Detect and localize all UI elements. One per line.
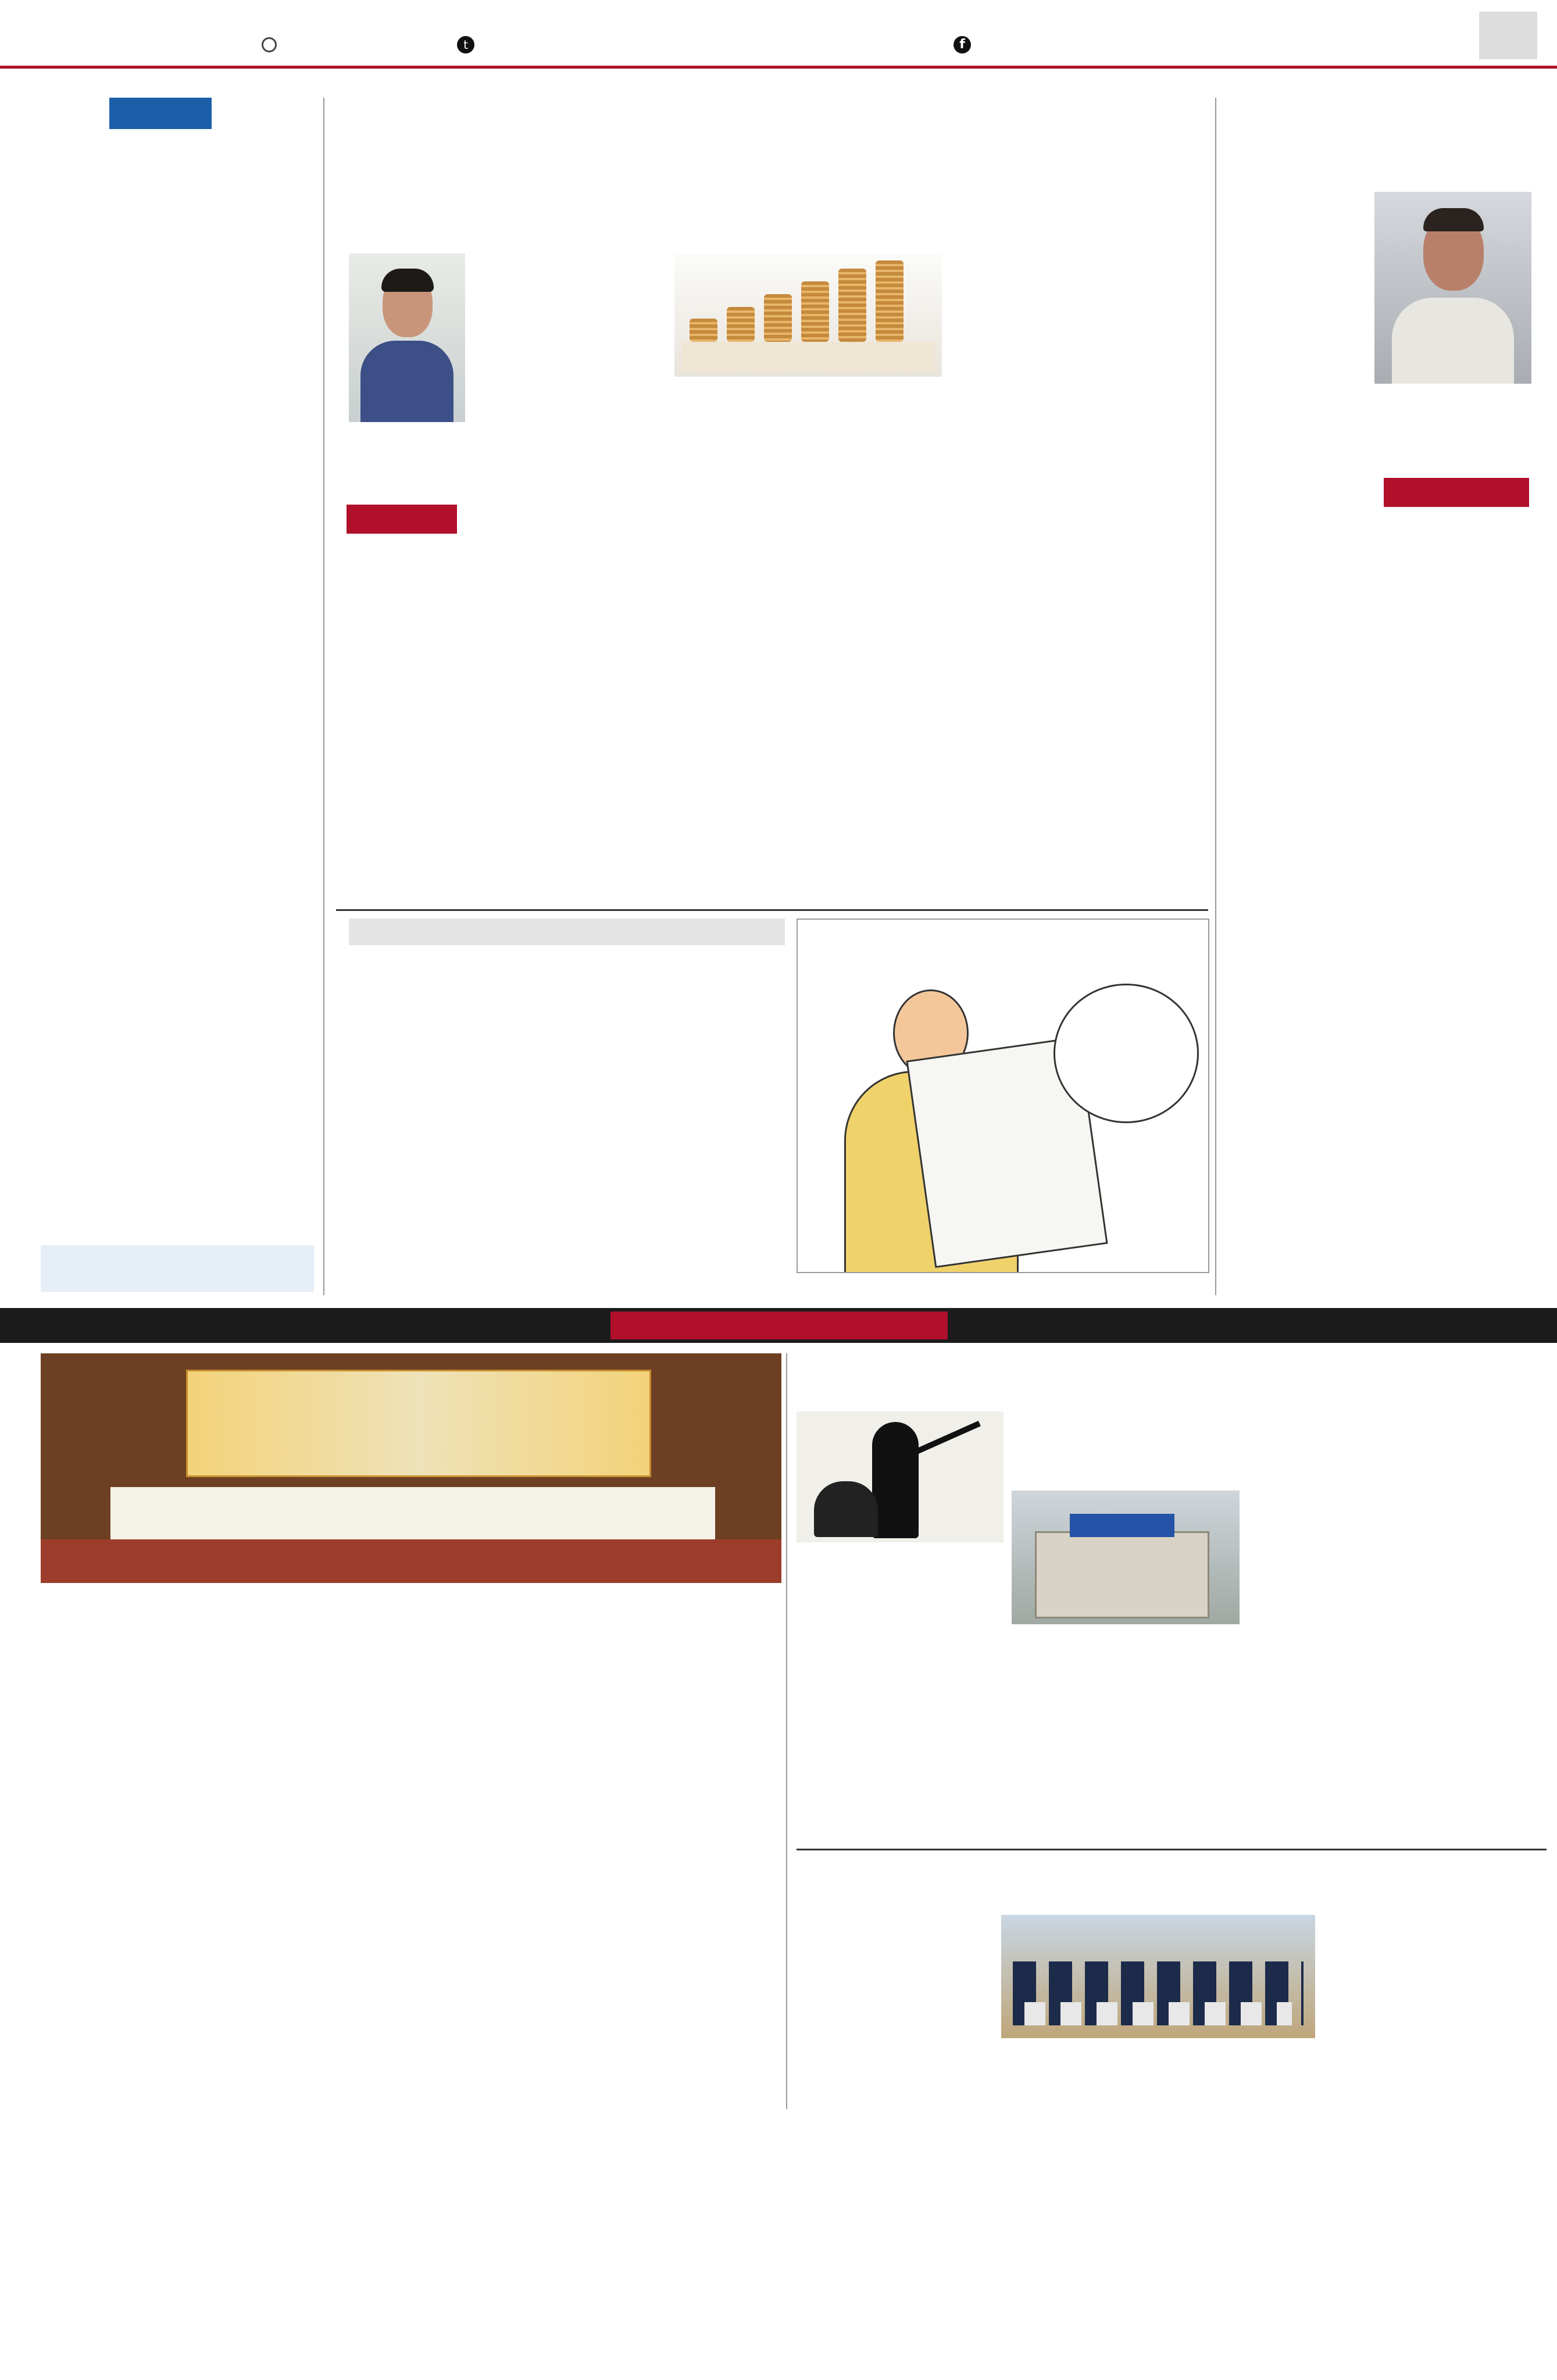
phule-group-photo <box>1169 1353 1545 1485</box>
cartoon-panel <box>797 919 1209 1273</box>
twitter-icon: t <box>457 36 474 53</box>
author-hair <box>381 269 434 292</box>
editorial-label <box>109 98 212 129</box>
silhouette-victim <box>814 1481 878 1537</box>
letters-header <box>349 919 785 945</box>
editorial-contact-box <box>41 1245 314 1292</box>
column-divider <box>1215 98 1216 1295</box>
right-body-top <box>1227 191 1369 574</box>
shivshakti-col-3 <box>522 1748 766 2105</box>
coin-stack-4 <box>801 281 829 342</box>
page-number <box>1479 12 1537 59</box>
letters-col-2 <box>570 950 785 1241</box>
police-post-sign <box>1070 1514 1174 1537</box>
coin-stack-5 <box>838 269 866 342</box>
facebook-icon: f <box>954 36 971 53</box>
police-post-building <box>1035 1531 1209 1618</box>
housing-col-1 <box>1012 1670 1240 1844</box>
column-divider <box>786 1353 787 2109</box>
shivshakti-col-1 <box>41 1788 273 2105</box>
letters-col-1 <box>349 950 560 1241</box>
right-body-bottom <box>1227 584 1535 1264</box>
minister-hair <box>1423 208 1484 231</box>
coin-stack-1 <box>690 319 717 342</box>
shivshakti-col-2 <box>281 1748 514 2105</box>
cartoon-paper-headline <box>929 1064 1061 1083</box>
silhouette-stick <box>915 1421 981 1455</box>
author-photo <box>349 253 465 422</box>
band-col-2 <box>1001 2043 1315 2106</box>
right-badge-label <box>1384 478 1529 507</box>
coin-stack-2 <box>727 307 755 342</box>
shivshakti-photo <box>41 1353 781 1583</box>
globe-icon <box>262 37 277 52</box>
section-band-title <box>610 1311 948 1339</box>
section-rule <box>336 909 1208 911</box>
stage-floor <box>41 1539 781 1583</box>
silhouette-attacker <box>872 1422 919 1538</box>
stage-table <box>110 1487 715 1539</box>
housing-col-2 <box>1249 1491 1481 1844</box>
minister-photo <box>1374 192 1531 384</box>
coin-stack-6 <box>876 260 904 342</box>
coin-stack-3 <box>764 294 792 342</box>
main-col-2 <box>678 381 941 893</box>
stage-banner <box>186 1370 651 1477</box>
editorial-body <box>130 273 315 1232</box>
band-col-1 <box>797 1931 994 2106</box>
electricity-illustration <box>797 1411 1004 1542</box>
section-rule <box>797 1849 1547 1850</box>
band-drums <box>1024 2002 1292 2025</box>
author-shirt <box>360 341 453 422</box>
masthead <box>0 0 1557 69</box>
minister-jacket <box>1392 298 1514 384</box>
main-col-3 <box>951 253 1207 887</box>
police-post-photo <box>1012 1491 1240 1624</box>
column-divider <box>323 98 324 1295</box>
main-badge-label <box>347 505 457 534</box>
band-photo <box>1001 1915 1315 2038</box>
budget-blocks <box>681 342 935 372</box>
budget-photo <box>674 253 942 377</box>
cartoon-speech-bubble <box>1054 984 1199 1123</box>
main-col-1 <box>473 253 669 893</box>
section-band <box>0 1308 1557 1343</box>
